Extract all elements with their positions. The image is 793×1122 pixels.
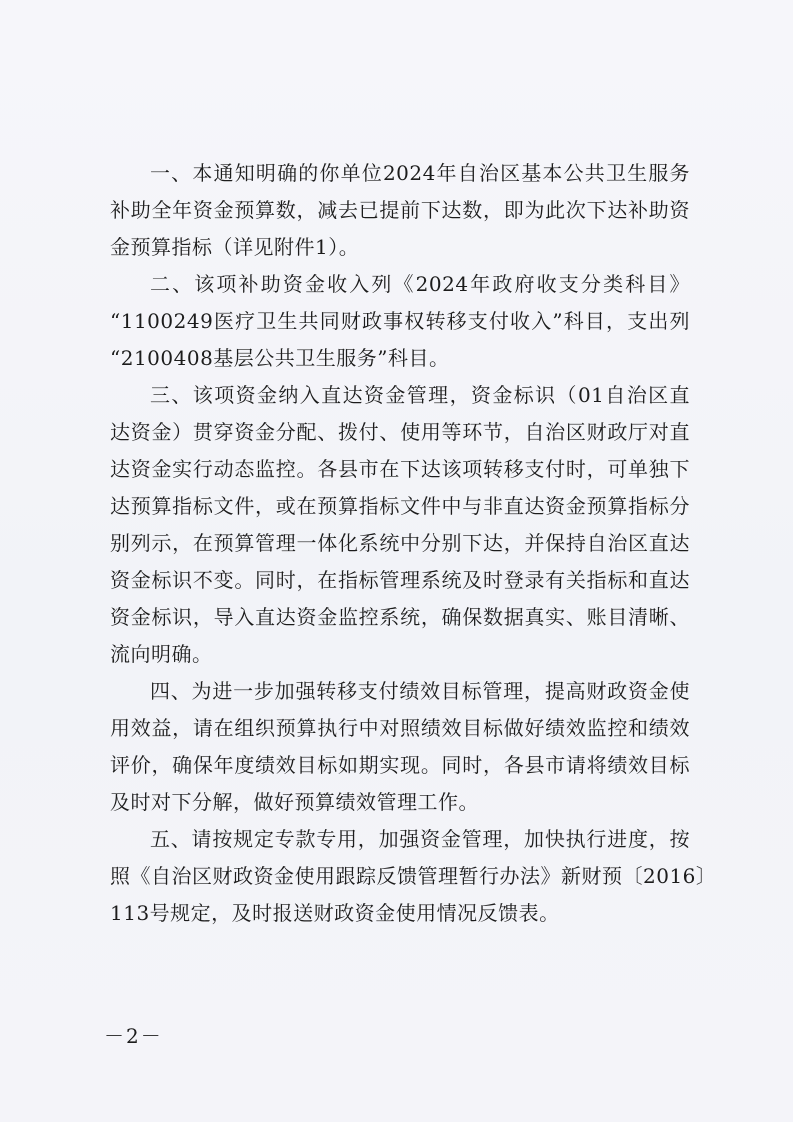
text-line: 照《自治区财政资金使用跟踪反馈管理暂行办法》新财预〔2016〕 [110,864,717,888]
paragraph-5 [110,821,717,932]
text-line: 别列示，在预算管理一体化系统中分别下达，并保持自治区直达 [110,531,690,555]
document-body [110,155,717,932]
text-line: 三、该项资金纳入直达资金管理，资金标识（01自治区直 [150,383,690,407]
text-line: 达资金实行动态监控。各县市在下达该项转移支付时，可单独下 [110,457,690,481]
text-line: 用效益，请在组织预算执行中对照绩效目标做好绩效监控和绩效 [110,716,690,740]
page-number: －2－ [104,1024,163,1048]
text-line: 一、本通知明确的你单位2024年自治区基本公共卫生服务 [150,161,690,185]
text-line: 达资金）贯穿资金分配、拨付、使用等环节，自治区财政厅对直 [110,420,690,444]
paragraph-2 [110,266,690,377]
paragraph-4 [110,673,690,821]
text-line: 资金标识不变。同时，在指标管理系统及时登录有关指标和直达 [110,568,690,592]
text-line: 五、请按规定专款专用，加强资金管理，加快执行进度，按 [150,827,690,851]
text-line: 及时对下分解，做好预算绩效管理工作。 [110,790,479,814]
text-line: 评价，确保年度绩效目标如期实现。同时，各县市请将绩效目标 [110,753,690,777]
text-line: “2100408基层公共卫生服务”科目。 [110,346,450,370]
text-line: 二、该项补助资金收入列《2024年政府收支分类科目》 [150,272,690,296]
text-line: 113号规定，及时报送财政资金使用情况反馈表。 [110,901,560,925]
text-line: 资金标识，导入直达资金监控系统，确保数据真实、账目清晰、 [110,605,690,629]
text-line: 金预算指标（详见附件1）。 [110,235,360,259]
text-line: “1100249医疗卫生共同财政事权转移支付收入”科目，支出列 [110,309,690,333]
paragraph-1 [110,155,690,266]
paragraph-3 [110,377,690,673]
text-line: 流向明确。 [110,642,213,666]
text-line: 补助全年资金预算数，减去已提前下达数，即为此次下达补助资 [110,198,690,222]
text-line: 四、为进一步加强转移支付绩效目标管理，提高财政资金使 [150,679,690,703]
text-line: 达预算指标文件，或在预算指标文件中与非直达资金预算指标分 [110,494,690,518]
